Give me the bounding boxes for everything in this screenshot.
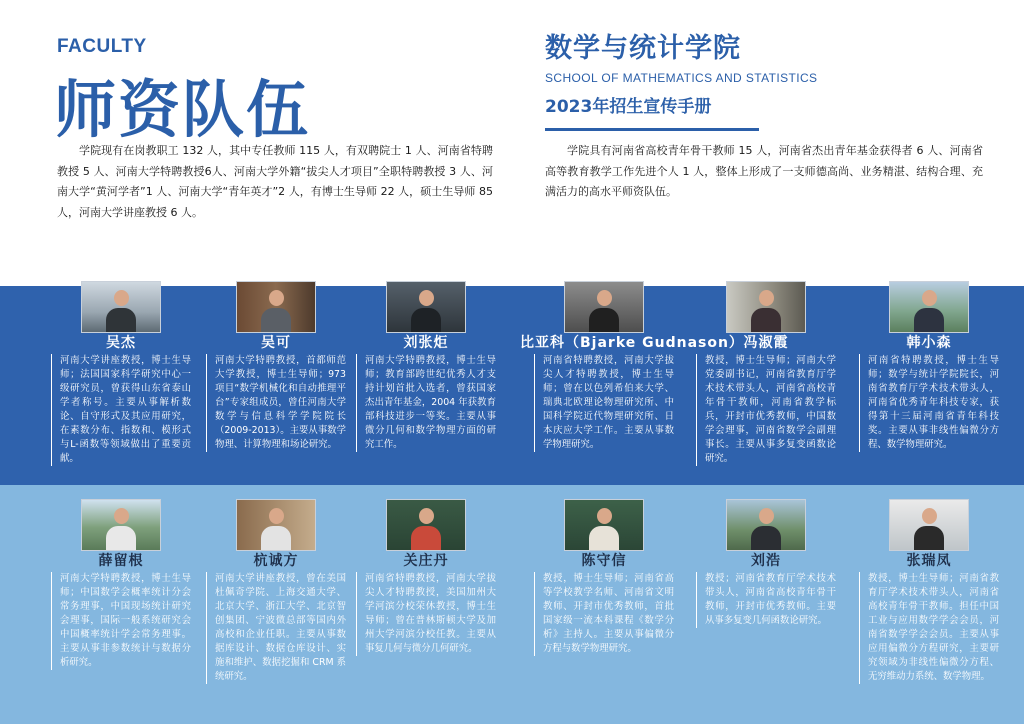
- faculty-card: [342, 281, 510, 452]
- faculty-bio: 河南省特聘教授，河南大学拔尖人才特聘教授，博士生导师；曾在以色列希伯来大学、瑞典北欧理论物理研究所、中国科学院近代物理研究所、日本庆应大学工作。主要从事数学物理研究。: [534, 354, 674, 452]
- faculty-photo: [726, 499, 806, 551]
- faculty-card: [342, 499, 510, 656]
- faculty-name: 薛留根: [98, 553, 144, 569]
- faculty-photo: [236, 499, 316, 551]
- faculty-bio: 河南省特聘教授，河南大学拔尖人才特聘教授，美国加州大学河滨分校荣休教授，博士生导师；曾在普林斯顿大学及加州大学河滨分校任教。主要从事复几何与微分几何研究。: [356, 572, 496, 656]
- faculty-card: [37, 499, 205, 670]
- faculty-bio: 教授；河南省教育厅学术技术带头人，河南省高校青年骨干教师，开封市优秀教师。主要从事多复变几何函数论研究。: [696, 572, 836, 628]
- faculty-photo: [564, 499, 644, 551]
- faculty-name: 吴可: [261, 335, 291, 351]
- faculty-bio: 教授，博士生导师；河南省教育厅学术技术带头人，河南省高校青年骨干教师。担任中国工业与应用数学学会会员，河南省数学学会会员。主要从事应用偏微分方程研究，主要研究领域为非线性偏微分方程、无穷维动力系统、数学物理。: [859, 572, 999, 684]
- faculty-bio: 河南大学特聘教授，博士生导师；教育部跨世纪优秀人才支持计划首批入选者，曾获国家杰出青年基金，2004 年获教育部科技进步一等奖。主要从事微分几何和数学物理方面的研究工作。: [356, 354, 496, 452]
- faculty-name: 陈守信: [581, 553, 627, 569]
- faculty-photo: [81, 281, 161, 333]
- faculty-name: 冯淑霞: [743, 335, 789, 351]
- faculty-card: [37, 281, 205, 466]
- title-underline: [545, 128, 759, 131]
- school-name-en: SCHOOL OF MATHEMATICS AND STATISTICS: [545, 71, 818, 85]
- faculty-name: 关庄丹: [403, 553, 449, 569]
- faculty-card: [845, 281, 1013, 452]
- brochure-title: 2023年招生宣传手册: [545, 97, 712, 117]
- faculty-bio: 教授，博士生导师；河南大学党委副书记，河南省教育厅学术技术带头人，河南省高校青年骨干教师，河南省教学标兵，开封市优秀教师，中国数学会理事，河南省数学会副理事长。主要从事多复变函数论研究。: [696, 354, 836, 466]
- faculty-name: 刘张炬: [403, 335, 449, 351]
- intro-paragraph-left: 学院现有在岗教职工 132 人，其中专任教师 115 人，有双聘院士 1 人、河南省特聘教授 5 人、河南大学特聘教授6人、河南大学外籍“拔尖人才项目”全职特聘教授 3 人、河南大学“黄河学者”1 人、河南大学“青年英才”2 人，有博士生导师 22 人，硕士生导师 85 人，河南大学讲座教授 6 人。: [57, 144, 493, 219]
- faculty-card: [192, 281, 360, 452]
- faculty-bio: 河南大学特聘教授，首都师范大学教授，博士生导师；973 项目“数学机械化和自动推理平台”专家组成员，曾任河南大学数学与信息科学学院院长（2009-2013）。主要从事数学物理、计算物理和场论研究。: [206, 354, 346, 452]
- faculty-bio: 河南大学讲座教授，曾在美国杜佩奇学院、上海交通大学、北京大学、浙江大学、北京智创集团、宁波微总部等国内外高校和企业任职。主要从事数据库设计、数据仓库设计、实施和维护、数据挖掘和 CRM 系统研究。: [206, 572, 346, 684]
- faculty-card: [520, 281, 744, 452]
- faculty-name: 吴杰: [106, 335, 136, 351]
- faculty-photo: [386, 499, 466, 551]
- faculty-photo: [236, 281, 316, 333]
- faculty-name: 杭诚方: [253, 553, 299, 569]
- faculty-photo: [889, 499, 969, 551]
- faculty-bio: 河南大学讲座教授，博士生导师；法国国家科学研究中心一级研究员，曾获得山东省泰山学者称号。主要从事解析数论、自守形式及其应用研究，在素数分布、指数和、模形式与L-函数等领域做出了重要贡献。: [51, 354, 191, 466]
- faculty-card: [682, 281, 850, 466]
- faculty-name: 比亚科（Bjarke Gudnason）: [520, 335, 744, 351]
- faculty-bio: 河南省特聘教授，博士生导师；数学与统计学院院长，河南省教育厅学术技术带头人，河南省优秀青年科技专家，获得第十三届河南省青年科技奖。主要从事非线性偏微分方程、数学物理研究。: [859, 354, 999, 452]
- faculty-photo: [726, 281, 806, 333]
- faculty-card: [845, 499, 1013, 684]
- faculty-photo: [564, 281, 644, 333]
- school-name: 数学与统计学院: [545, 33, 741, 64]
- section-label-en: FACULTY: [57, 36, 147, 57]
- faculty-card: [192, 499, 360, 684]
- faculty-name: 韩小森: [906, 335, 952, 351]
- faculty-card: [682, 499, 850, 628]
- faculty-name: 张瑞凤: [906, 553, 952, 569]
- faculty-photo: [386, 281, 466, 333]
- faculty-bio: 河南大学特聘教授，博士生导师；中国数学会概率统计分会常务理事，中国现场统计研究会理事，国际一般系统研究会中国概率统计学会常务理事。主要从事非参数统计与数据分析研究。: [51, 572, 191, 670]
- section-title: 师资队伍: [54, 73, 311, 146]
- faculty-bio: 教授，博士生导师；河南省高等学校教学名师、河南省文明教师、开封市优秀教师，首批国家级一流本科课程《数学分析》主持人。主要从事偏微分方程与数学物理研究。: [534, 572, 674, 656]
- faculty-card: [520, 499, 688, 656]
- faculty-photo: [889, 281, 969, 333]
- faculty-photo: [81, 499, 161, 551]
- intro-paragraph-right: 学院具有河南省高校青年骨干教师 15 人，河南省杰出青年基金获得者 6 人、河南省高等教育教学工作先进个人 1 人，整体上形成了一支师德高尚、业务精湛、结构合理、充满活力的高水平师资队伍。: [545, 144, 983, 198]
- faculty-name: 刘浩: [751, 553, 781, 569]
